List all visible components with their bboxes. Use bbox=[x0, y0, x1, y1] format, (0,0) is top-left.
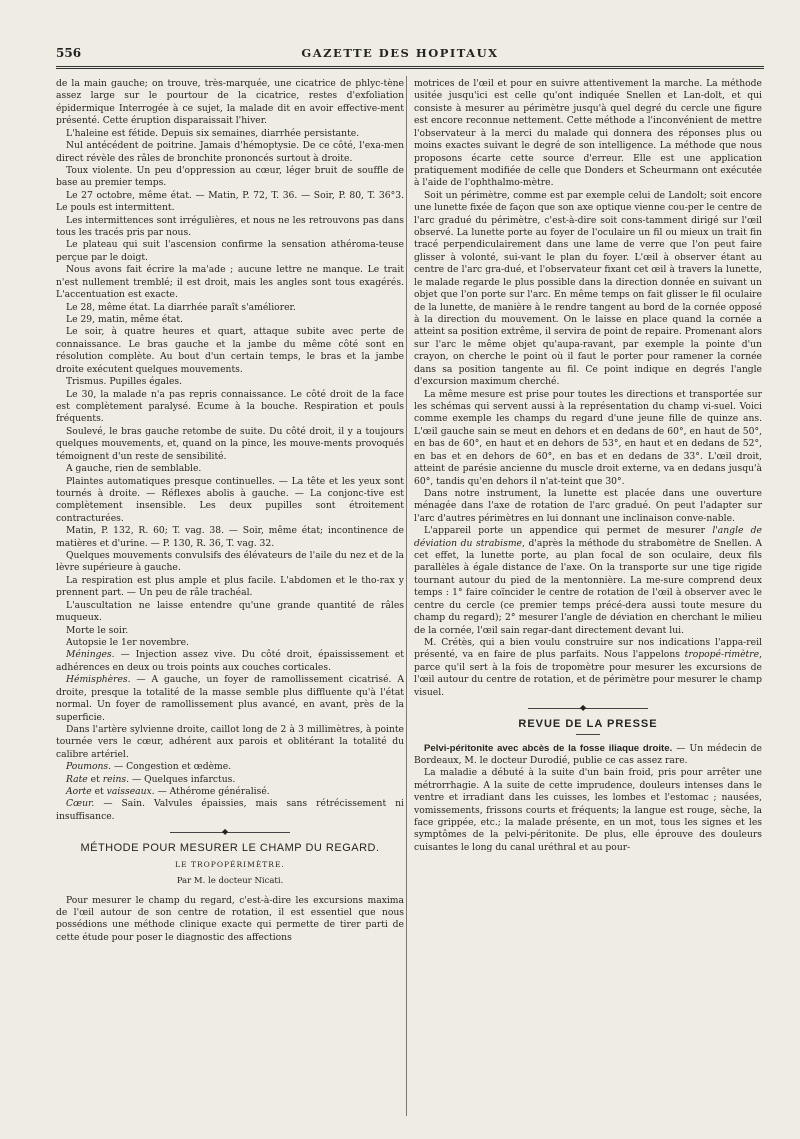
separator-ornament bbox=[528, 708, 648, 709]
paragraph: Soit un périmètre, comme est par exemple celui de Landolt; soit encore une lunette fixée de façon que son axe optique vienne cou-per le centre de l'arc gradué du périmètre, c'est-à-dire soit cons-tamment dirigé sur l'œil observé. La lunette porte au foyer de l'oculaire un fil ou mieux un trait fin tracé perpendiculairement dans une lame de verre que l'on peut faire glisser à volonté, sui-vant le plan du foyer. L'œil à observer étant au centre de l'arc gra-dué, et l'observateur fixant cet œil à travers la lunette, le malade regarde le plus possible dans la direction donnée en suivant un objet que l'on porte sur l'arc. En même temps on fait glisser le fil oculaire de la lunette, de manière à le rendre tangent au bord de la cornée opposé à la direction du mouvement. On le laisse en place quand la cornée a atteint sa position extrême, il servira de point de repaire. Promenant alors sur l'arc le même objet qu'aupa-ravant, par exemple la pointe d'un crayon, on cherche le point où il faut le porter pour ramener la cornée dans sa position tangente au fil. Ce point indique en degrés l'angle d'excursion maximum cherché. bbox=[414, 189, 762, 388]
column-rule bbox=[406, 76, 407, 1116]
entry-mid: et bbox=[91, 786, 107, 798]
paragraph: Le 28, même état. La diarrhée paraît s'améliorer. bbox=[66, 301, 296, 313]
autopsy-entry bbox=[56, 774, 404, 786]
entry-term: reins. bbox=[102, 773, 130, 785]
separator-ornament bbox=[170, 832, 290, 833]
section-rule bbox=[576, 734, 600, 735]
entry-text: — Athérome généralisé. bbox=[154, 786, 270, 798]
paragraph: Le 27 octobre, même état. — Matin, P. 72, T. 36. — Soir, P. 80, T. 36°3. Le pouls est intermittent. bbox=[56, 189, 404, 214]
paragraph bbox=[414, 743, 762, 768]
article-subtitle: LE TROPOPÉRIMÈTRE. bbox=[175, 859, 285, 869]
paragraph: Le plateau qui suit l'ascension confirme la sensation athéroma-teuse perçue par le doigt. bbox=[56, 239, 404, 263]
entry-term: Rate bbox=[66, 773, 88, 785]
italic-run: tropopé-rimètre bbox=[684, 649, 760, 661]
paragraph: Trismus. Pupilles égales. bbox=[66, 376, 183, 388]
text-run: — Un médecin de Bordeaux, M. le docteur Durodié, publie ce cas assez rare. bbox=[414, 742, 762, 766]
entry-mid: et bbox=[87, 773, 103, 785]
autopsy-entry bbox=[56, 724, 404, 761]
paragraph: La même mesure est prise pour toutes les directions et transportée sur les schémas qui servent aussi à la représentation du champ vi-suel. Voici comme exemple les champs du regard d'une jeune fille de quinze ans. L'œil gauche sain se meut en dehors et en dedans de 60°, en haut de 50°, en bas de 60°, en haut et en dehors de 53°, en haut et en dedans de 52°, en bas et en dehors de 60°, en bas et en dedans de 33°. L'œil droit, atteint de parésie ancienne du muscle droit externe, va en dedans jusqu'à 60°, tandis qu'en dehors il n'at-teint que 30°. bbox=[414, 388, 762, 487]
entry-term: Cœur. bbox=[66, 798, 95, 810]
entry-term: Poumons. bbox=[66, 761, 112, 773]
paragraph: Dans notre instrument, la lunette est placée dans une ouverture ménagée dans l'axe de rotation de l'arc gradué. On peut l'adapter sur l'arc d'autres périmètres en lui donnant une inclinaison conve-nable. bbox=[414, 487, 762, 524]
text-run: L'appareil porte un appendice qui permet de mesurer bbox=[424, 525, 713, 537]
paragraph: Pour mesurer le champ du regard, c'est-à-dire les excursions maxima de l'œil autour de son centre de rotation, il est essentiel que nous possédions une méthode clinique exacte qui permette de tirer parti de cette étude pour poser le diagnostic des affections bbox=[56, 894, 404, 943]
entry-term: Aorte bbox=[66, 786, 92, 798]
section-title: REVUE DE LA PRESSE bbox=[518, 718, 658, 731]
paragraph bbox=[414, 637, 762, 699]
paragraph: Quelques mouvements convulsifs des élévateurs de l'aile du nez et de la lèvre supérieure à gauche. bbox=[56, 550, 404, 574]
text-run: M. Crétès, qui a bien voulu construire sur nos indications l'appa-reil présenté, va en faire de plus parfaits. Nous l'appelons bbox=[414, 636, 762, 661]
paragraph: La respiration est plus ample et plus facile. L'abdomen et le tho-rax y prennent part. — Un peu de râle trachéal. bbox=[56, 574, 404, 599]
text-run: , d'après la méthode du strabomètre de Snellen. A cet effet, la lunette porte, au plan focal de son oculaire, deux fils parallèles à égale distance de l'axe. On la transporte sur une tige rigide tournant autour du pied de la mentonnière. La me-sure comprend deux temps : 1° faire coïncider le centre de rotation de l'œil à observer avec le centre du cercle (ce premier temps précé-dera aussi toute mesure du champ du regard); 2° mesurer l'angle de déviation en cherchant le milieu de la cornée, l'œil sain regar-dant directement devant lui. bbox=[414, 537, 762, 636]
paragraph: motrices de l'œil et pour en suivre attentivement la marche. La méthode usitée jusqu'ici est celle qu'ont indiquée Snellen et Lan-dolt, et qui consiste à mesurer au périmètre jusqu'à quel degré du cercle une figure est encore reconnue nettement. Cette méthode a l'inconvénient de mettre l'observateur à la merci du malade qui donnera des réponses plus ou moins exactes suivant le degré de son intelligence. La méthode que nous proposons écarte cette source d'erreur. Elle est une application pratiquement modifiée de celle que Donders et Scheurmann ont exécutée à l'aide de l'ophthalmo-mètre. bbox=[414, 78, 762, 189]
text-run: , parce qu'il sert à la fois de tropomètre pour mesurer les excursions de l'œil autour du centre de rotation, et de périmètre pour mesurer le champ visuel. bbox=[414, 649, 762, 698]
paragraph: L'auscultation ne laisse entendre qu'une grande quantité de râles muqueux. bbox=[56, 599, 404, 624]
paragraph: Les intermittences sont irrégulières, et nous ne les retrouvons pas dans tous les tracés pris par nous. bbox=[56, 214, 404, 239]
left-column bbox=[56, 78, 404, 944]
italic-run: l'angle de déviation du strabisme bbox=[414, 525, 762, 549]
entry-text: Dans l'artère sylvienne droite, caillot long de 2 à 3 millimètres, à pointe tournée vers le cœur, adhérent aux parois et oblitérant la totalité du calibre artériel. bbox=[56, 723, 404, 760]
page-number: 556 bbox=[56, 46, 82, 60]
paragraph: Autopsie le 1er novembre. bbox=[66, 636, 189, 648]
paragraph: La maladie a débuté à la suite d'un bain froid, pris pour arrêter une métrorrhagie. A la suite de cette imprudence, douleurs intenses dans le ventre et irradiant dans les cuisses, les lombes et l'estomac ; nausées, vomissements, frissons courts et fréquents; la langue est rouge, sèche, la face grippée, etc.; la malade présente, en un mot, tous les signes et les symptômes de la pelvi-péritonite. De plus, elle éprouve des douleurs cuisantes le long du canal uréthral et au pour- bbox=[414, 767, 762, 853]
right-column bbox=[414, 78, 762, 854]
paragraph: Le 30, la malade n'a pas repris connaissance. Le côté droit de la face est complètement paralysé. Ecume à la bouche. Respiration et pouls fréquents. bbox=[56, 388, 404, 425]
entry-text: — A gauche, un foyer de ramollissement cicatrisé. A droite, presque la totalité de la masse semble plus diffluente qu'à l'état normal. Un foyer de ramollissement plus avancé, en avant, près de la superficie. bbox=[56, 674, 404, 723]
paragraph: Toux violente. Un peu d'oppression au cœur, léger bruit de souffle de base au premier temps. bbox=[56, 164, 404, 189]
autopsy-entry bbox=[56, 674, 404, 724]
entry-text: — Injection assez vive. Du côté droit, épaississement et adhérences en deux ou trois points aux couches corticales. bbox=[56, 649, 404, 673]
entry-term: Hémisphères. bbox=[66, 674, 131, 686]
paragraph: de la main gauche; on trouve, très-marquée, une cicatrice de phlyc-tène assez large sur le pourtour de la cicatrice, restes d'exfoliation épidermique Interrogée à ce sujet, la malade dit en avoir effective-ment présenté. Cette éruption disparaissait l'hiver. bbox=[56, 78, 404, 127]
entry-text: — Sain. Valvules épaissies, mais sans rétrécissement ni insuffisance. bbox=[56, 798, 404, 822]
paragraph: Plaintes automatiques presque continuelles. — La tête et les yeux sont tournés à droite. — Réflexes abolis à gauche. — La conjonc-tive est complètement insensible. Les deux pupilles sont étroitement contracturées. bbox=[56, 475, 404, 524]
article-title: MÉTHODE POUR MESURER LE CHAMP DU REGARD. bbox=[80, 842, 380, 855]
paragraph: Morte le soir. bbox=[66, 624, 129, 636]
entry-term: Méninges. bbox=[66, 649, 115, 661]
autopsy-entry bbox=[56, 786, 404, 798]
journal-title: GAZETTE DES HOPITAUX bbox=[301, 46, 499, 60]
entry-text: — Congestion et œdème. bbox=[111, 761, 232, 773]
paragraph: Le soir, à quatre heures et quart, attaque subite avec perte de connaissance. Le bras gauche et la jambe du même côté sont en résolution complète. Au bout d'un certain temps, le bras et la jambe droite exécutent quelques mouvements. bbox=[56, 326, 404, 375]
entry-term: vaisseaux. bbox=[106, 786, 155, 798]
autopsy-entry bbox=[56, 761, 404, 773]
autopsy-entry bbox=[56, 798, 404, 823]
paragraph: Le 29, matin, même état. bbox=[66, 314, 184, 326]
paragraph: Matin, P. 132, R. 60; T. vag. 38. — Soir, même état; incontinence de matières et d'urine. — P. 130, R. 36, T. vag. 32. bbox=[56, 525, 404, 549]
paragraph: Nous avons fait écrire la ma'ade ; aucune lettre ne manque. Le trait n'est nullement tremblé; il est droit, mais les angles sont tous exagérés. L'accentuation est exacte. bbox=[56, 264, 404, 301]
entry-text: — Quelques infarctus. bbox=[129, 773, 236, 785]
paragraph: Soulevé, le bras gauche retombe de suite. Du côté droit, il y a toujours quelques mouvements, et, quand on la pince, les mouve-ments provoqués témoignent d'un reste de sensibilité. bbox=[56, 425, 404, 462]
article-author: Par M. le docteur Nicati. bbox=[176, 876, 284, 887]
autopsy-entry bbox=[56, 649, 404, 674]
header-rule bbox=[56, 66, 764, 69]
paragraph bbox=[414, 525, 762, 637]
paragraph: L'haleine est fétide. Depuis six semaines, diarrhée persistante. bbox=[66, 127, 360, 139]
paragraph: Nul antécédent de poitrine. Jamais d'hémoptysie. De ce côté, l'exa-men direct révèle des râles de bronchite prononcés surtout à droite. bbox=[56, 140, 404, 164]
run-in-heading: Pelvi-péritonite avec abcès de la fosse iliaque droite. bbox=[424, 742, 673, 754]
paragraph: A gauche, rien de semblable. bbox=[66, 463, 202, 475]
